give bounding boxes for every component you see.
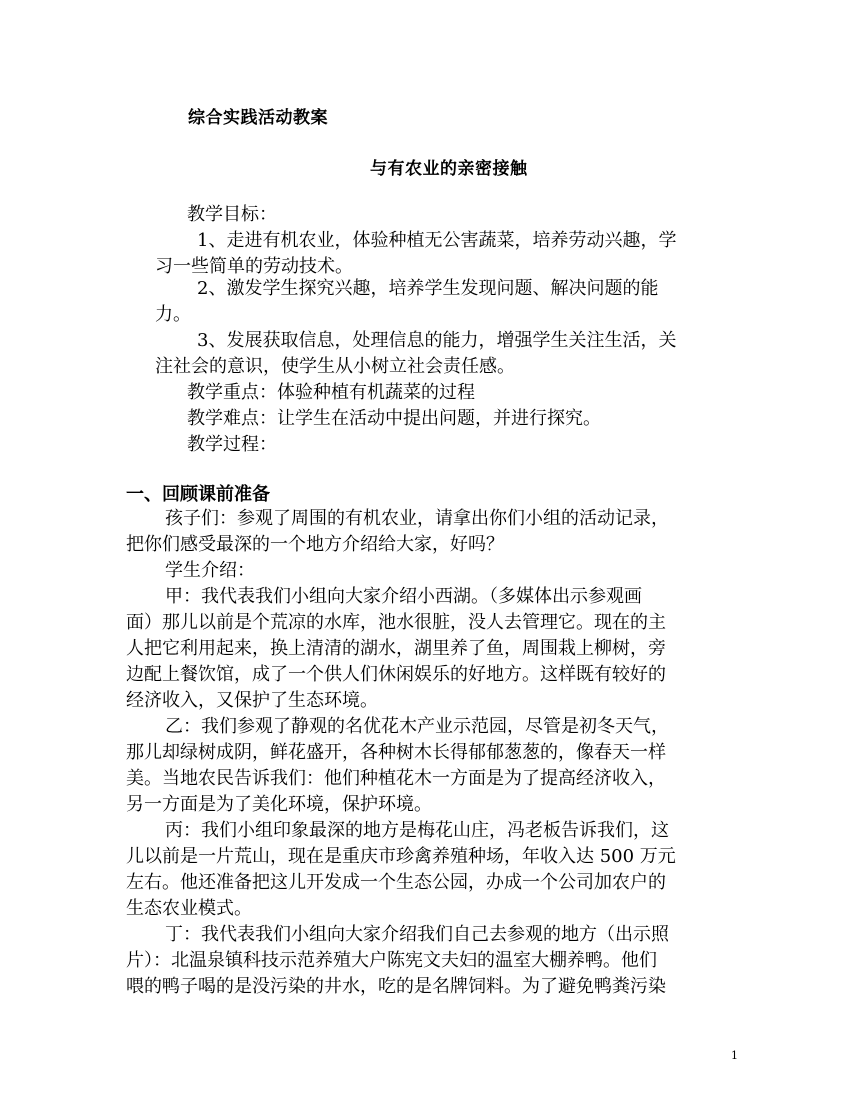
- intro-line-1: 孩子们：参观了周围的有机农业，请拿出你们小组的活动记录，: [165, 508, 669, 529]
- student-jia-line-3: 人把它利用起来，换上清清的湖水，湖里养了鱼，周围栽上柳树，旁: [126, 638, 666, 659]
- student-bing-line-2: 儿以前是一片荒山，现在是重庆市珍禽养殖种场，年收入达 500 万元: [126, 846, 676, 867]
- student-jia-line-4: 边配上餐饮馆，成了一个供人们休闲娱乐的好地方。这样既有较好的: [126, 664, 666, 685]
- objectives-label: 教学目标：: [187, 204, 277, 225]
- student-ding-line-1: 丁：我代表我们小组向大家介绍我们自己去参观的地方（出示照: [165, 924, 669, 945]
- student-yi-line-3: 美。当地农民告诉我们：他们种植花木一方面是为了提高经济收入，: [126, 768, 666, 789]
- student-bing-line-1: 丙：我们小组印象最深的地方是梅花山庄，冯老板告诉我们，这: [165, 820, 669, 841]
- students-intro-label: 学生介绍：: [165, 560, 255, 581]
- teaching-key-point: 教学重点：体验种植有机蔬菜的过程: [187, 382, 475, 403]
- objective-2-line-2: 力。: [155, 304, 191, 325]
- objective-1-line-2: 习一些简单的劳动技术。: [155, 256, 353, 277]
- student-ding-line-2: 片）：北温泉镇科技示范养殖大户陈宪文夫妇的温室大棚养鸭。他们: [126, 950, 657, 971]
- section-heading-review: 一、回顾课前准备: [126, 484, 270, 505]
- objective-3-line-2: 注社会的意识，使学生从小树立社会责任感。: [155, 356, 515, 377]
- student-bing-line-3: 左右。他还准备把这儿开发成一个生态公园，办成一个公司加农户的: [126, 872, 666, 893]
- student-jia-line-1: 甲：我代表我们小组向大家介绍小西湖。（多媒体出示参观画: [165, 586, 642, 607]
- student-jia-line-2: 面）那儿以前是个荒凉的水库，池水很脏，没人去管理它。现在的主: [126, 612, 666, 633]
- teaching-difficulty: 教学难点：让学生在活动中提出问题，并进行探究。: [187, 408, 601, 429]
- document-title: 综合实践活动教案: [188, 108, 328, 128]
- teaching-process-label: 教学过程：: [187, 434, 277, 455]
- objective-3-line-1: 3、发展获取信息，处理信息的能力，增强学生关注生活，关: [197, 330, 677, 351]
- page-number: 1: [731, 1049, 738, 1062]
- objective-2-line-1: 2、激发学生探究兴趣，培养学生发现问题、解决问题的能: [197, 278, 659, 299]
- student-bing-line-4: 生态农业模式。: [126, 898, 252, 919]
- document-subtitle: 与有农业的亲密接触: [370, 159, 528, 179]
- student-yi-line-4: 另一方面是为了美化环境，保护环境。: [126, 794, 432, 815]
- student-jia-line-5: 经济收入，又保护了生态环境。: [126, 690, 378, 711]
- student-ding-line-3: 喂的鸭子喝的是没污染的井水，吃的是名牌饲料。为了避免鸭粪污染: [126, 976, 666, 997]
- intro-line-2: 把你们感受最深的一个地方介绍给大家，好吗？: [126, 534, 504, 555]
- student-yi-line-2: 那儿却绿树成阴，鲜花盛开，各种树木长得郁郁葱葱的，像春天一样: [126, 742, 666, 763]
- objective-1-line-1: 1、走进有机农业，体验种植无公害蔬菜，培养劳动兴趣，学: [197, 230, 677, 251]
- student-yi-line-1: 乙：我们参观了静观的名优花木产业示范园，尽管是初冬天气，: [165, 716, 669, 737]
